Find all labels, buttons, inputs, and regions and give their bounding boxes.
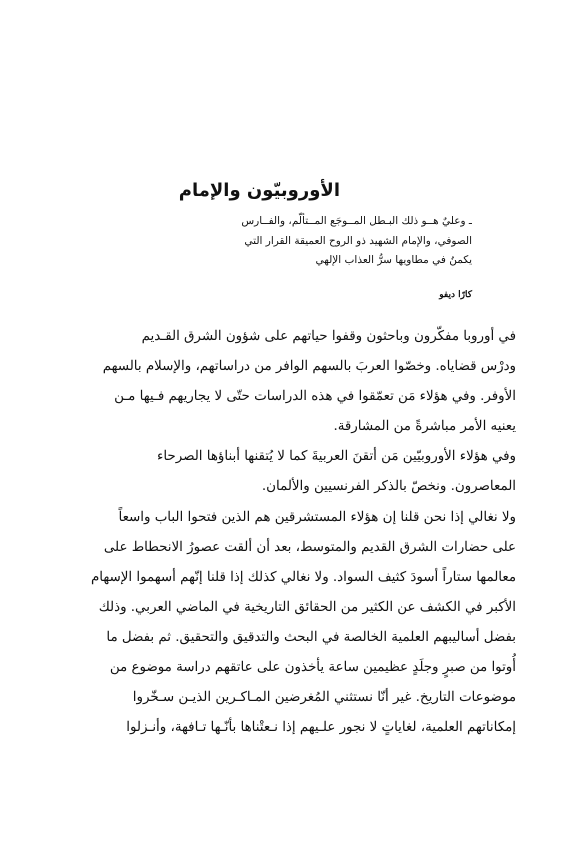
epigraph-line: ـ وعليٌ هــو ذلك البـطل المــوجَع المــتألّم، والفــارس: [241, 215, 472, 227]
epigraph-author: كارًا ديفو: [439, 290, 472, 300]
text-line: وفي هؤلاء الأوروبيّين مَن أتقنَ العربيةَ كما لا يُتقنها أبناؤها الصرحاء: [157, 449, 516, 465]
text-line: ولا نغالي إذا نحن قلنا إن هؤلاء المستشرقين هم الذين فتحوا الباب واسعاً: [118, 509, 516, 525]
text-line: على حضارات الشرق القديم والمتوسط، بعد أن ألقت عصورُ الانحطاط على: [103, 539, 516, 555]
text-line: بفضل أساليبهم العلمية الخالصة في البحث والتدقيق والتحقيق. ثم بفضل ما: [106, 629, 516, 645]
text-line: يعنيه الأمر مباشرةً من المشارقة.: [333, 419, 516, 435]
text-line: أُوتوا من صبرٍ وجلَدٍ عظيمين ساعة يأخذون على عاتقهم دراسة موضوع من: [109, 660, 516, 676]
epigraph-line: الصوفي، والإمام الشهيد ذو الروح العميقة القرار التي: [244, 234, 472, 247]
text-line: المعاصرون. ونخصّ بالذكر الفرنسيين والألمان.: [261, 479, 516, 495]
text-line: في أوروبا مفكّرون وباحثون وقفوا حياتهم على شؤون الشرق القـديم: [141, 329, 516, 344]
text-line: إمكاناتهم العلمية، لغاياتٍ لا نجور علـيهم إذا نـعتْناها بأنّـها تـافهة، وأنـزلوا: [126, 720, 516, 736]
text-line: ودرْس قضاياه. وخصّوا العربَ بالسهم الوافر من دراساتهم، والإسلام بالسهم: [102, 359, 516, 375]
text-line: الأكبر في الكشف عن الكثير من الحقائق التاريخية في الماضي العربي. وذلك: [98, 599, 516, 615]
text-line: معالمها ستاراً أسودَ كثيف السواد. ولا نغالي كذلك إذا قلنا إنّهم أسهموا الإسهام: [90, 569, 516, 585]
epigraph: [112, 212, 472, 271]
epigraph-line: يكمنُ في مطاويها سرُّ العذاب الإلهي: [315, 254, 472, 266]
chapter-title: الأوروبيّون والإمام: [178, 180, 340, 201]
body-text: [66, 322, 516, 743]
text-line: موضوعات التاريخ. غير أنّا نستثني المُغرضين المـاكـرين الذيـن سـخّروا: [132, 690, 516, 706]
text-line: الأوفر. وفي هؤلاء مَن تعمّقوا في هذه الدراسات حتّى لا يجاريهم فـيها مـن: [114, 389, 516, 405]
